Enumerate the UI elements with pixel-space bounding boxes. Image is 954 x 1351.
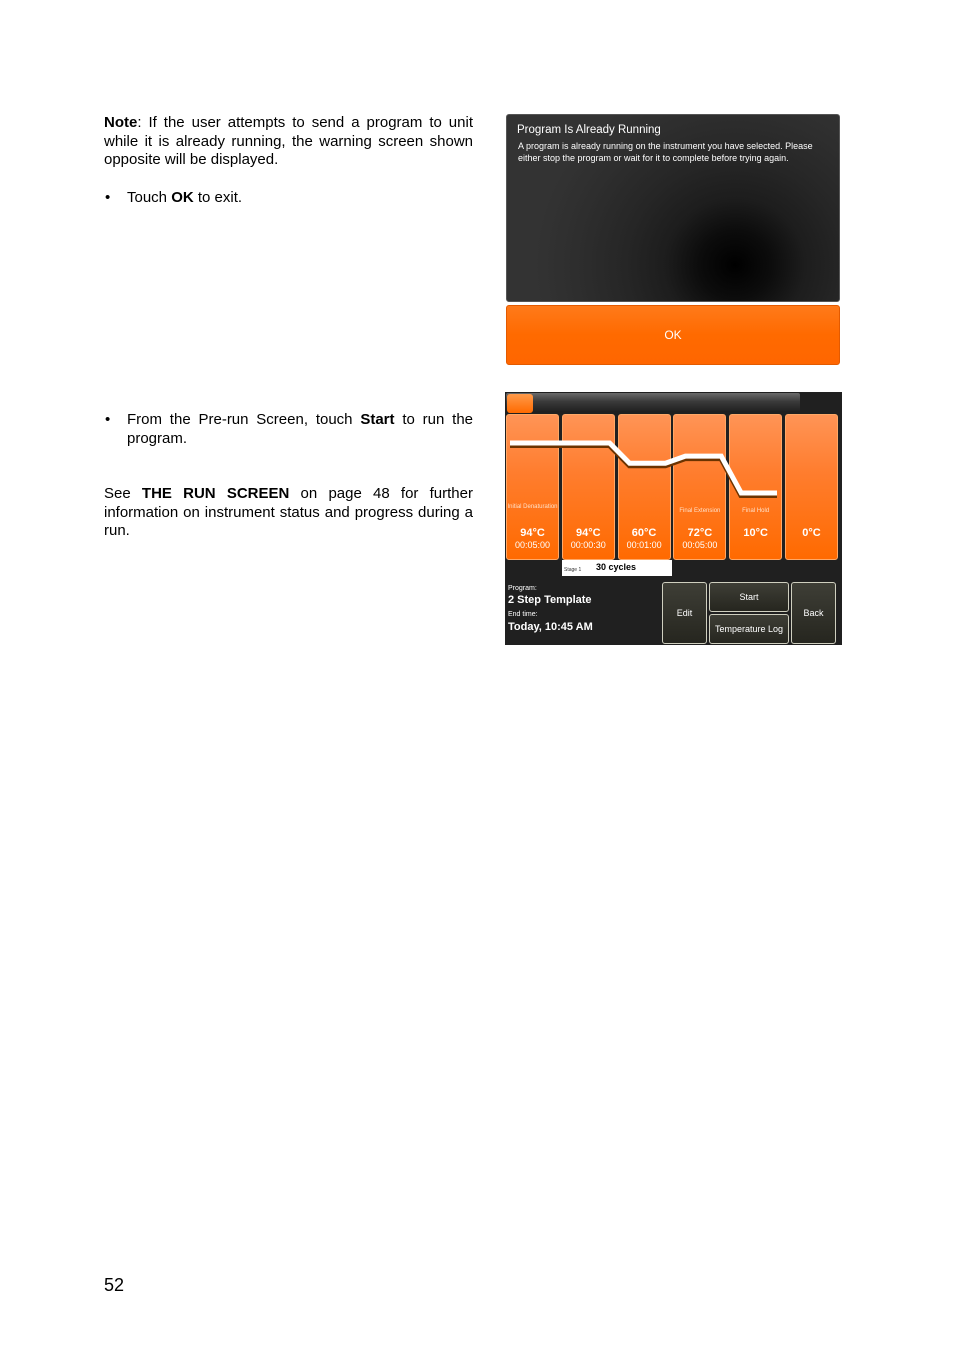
step-duration: 00:05:00: [682, 540, 718, 550]
step-name: Final Hold: [742, 508, 770, 514]
back-button[interactable]: Back: [791, 582, 836, 644]
warning-title: Program Is Already Running: [517, 124, 661, 136]
step-duration: 00:05:00: [514, 540, 551, 550]
step-duration: 00:00:30: [570, 540, 606, 550]
ok-button[interactable]: OK: [506, 305, 840, 365]
step-name: Final Extension: [679, 508, 721, 514]
step-temperature: 72°C: [687, 527, 713, 539]
note-paragraph: [104, 114, 473, 170]
program-label: Program:: [508, 585, 537, 592]
temperature-log-button[interactable]: Temperature Log: [709, 614, 789, 644]
bullet-icon: •: [105, 411, 111, 428]
step-temperature: 10°C: [743, 527, 768, 539]
step-name: Initial Denaturation: [507, 504, 558, 510]
edit-button[interactable]: Edit: [662, 582, 707, 644]
cycles-label: 30 cycles: [596, 562, 637, 572]
temperature-profile: [505, 392, 842, 592]
program-name: 2 Step Template: [508, 594, 592, 606]
note-text: : If the user attempts to send a program to unit while it is already running, the warning screen shown opposite will be displayed.: [104, 114, 473, 168]
step-duration: 00:01:00: [626, 540, 662, 550]
warning-message: A program is already running on the instrument you have selected. Please either stop the program or wait for it to complete before trying again.: [518, 141, 813, 163]
start-button[interactable]: Start: [709, 582, 789, 612]
warning-dialog: [506, 114, 840, 302]
prerun-screen: [505, 392, 842, 645]
stage-label: Stage 1: [564, 567, 582, 573]
end-time-label: End time:: [508, 611, 538, 618]
page-number: 52: [104, 1275, 125, 1295]
step-temperature: 0°C: [802, 527, 821, 539]
warning-screen: [505, 113, 841, 366]
bullet-text: Touch OK to exit.: [127, 189, 243, 206]
note-label: Note: [104, 114, 138, 131]
end-time-value: Today, 10:45 AM: [508, 621, 593, 633]
see-paragraph: See THE RUN SCREEN on page 48 for further information on instrument status and progress during a run.: [104, 485, 473, 539]
bullet-text: From the Pre-run Screen, touch Start to run the program.: [127, 411, 473, 447]
bullet-icon: •: [105, 189, 111, 206]
step-temperature: 94°C: [576, 527, 601, 539]
step-temperature: 94°C: [520, 527, 545, 539]
cycle-box[interactable]: [562, 560, 672, 576]
step-temperature: 60°C: [631, 527, 657, 539]
